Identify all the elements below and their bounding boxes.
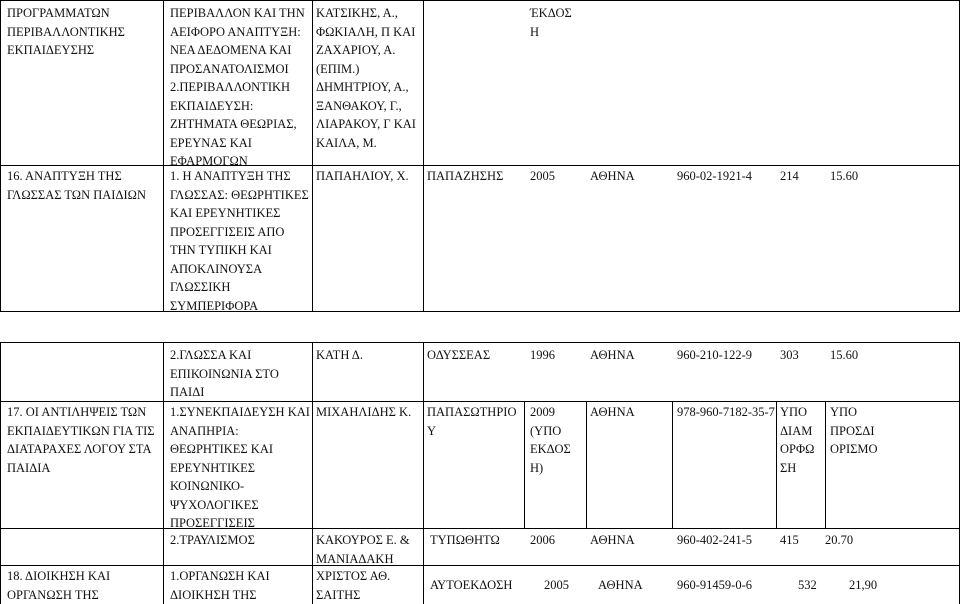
- city-cell: ΑΘΗΝΑ: [590, 348, 635, 362]
- year-cell: 2005: [544, 578, 569, 592]
- publisher-cell: ΑΥΤΟΕΚΔΟΣΗ: [430, 578, 513, 592]
- year-cell: 1996: [530, 348, 555, 362]
- book-title-cell: 1.ΟΡΓΑΝΩΣΗ ΚΑΙ ΔΙΟΙΚΗΣΗ ΤΗΣ: [170, 569, 270, 602]
- table-column-divider: [423, 342, 424, 604]
- city-cell: ΑΘΗΝΑ: [590, 405, 635, 419]
- isbn-cell: 960-91459-0-6: [677, 578, 752, 592]
- table-column-divider: [0, 342, 1, 604]
- book-title-cell: 2.ΓΛΩΣΣΑ ΚΑΙ ΕΠΙΚΟΙΝΩΝΙΑ ΣΤΟ ΠΑΙΔΙ: [170, 348, 279, 399]
- city-cell: ΑΘΗΝΑ: [590, 169, 635, 183]
- isbn-cell: 960-02-1921-4: [677, 169, 752, 183]
- table-border-top: [0, 0, 960, 1]
- publisher-cell: ΠΑΠΑΣΩΤΗΡΙΟ Υ: [427, 405, 517, 438]
- course-name-cell: 16. ΑΝΑΠΤΥΞΗ ΤΗΣ ΓΛΩΣΣΑΣ ΤΩΝ ΠΑΙΔΙΩΝ: [7, 169, 146, 202]
- price-cell: 20.70: [825, 533, 854, 547]
- price-cell: 15.60: [830, 169, 859, 183]
- course-name-cell: 18. ΔΙΟΙΚΗΣΗ ΚΑΙ ΟΡΓΑΝΩΣΗ ΤΗΣ: [7, 569, 111, 602]
- course-name-cell: ΠΡΟΓΡΑΜΜΑΤΩΝ ΠΕΡΙΒΑΛΛΟΝΤΙΚΗΣ ΕΚΠΑΙΔΕΥΣΗΣ: [7, 6, 125, 57]
- table-column-divider: [0, 0, 1, 311]
- pages-cell: 532: [798, 578, 817, 592]
- table-top-border: [0, 342, 960, 343]
- city-cell: ΑΘΗΝΑ: [598, 578, 643, 592]
- table-row-divider: [0, 165, 960, 166]
- isbn-cell: 960-210-122-9: [677, 348, 752, 362]
- price-cell: 21,90: [849, 578, 878, 592]
- pages-cell: 415: [780, 533, 799, 547]
- price-cell: ΥΠΟ ΠΡΟΣΔΙ ΟΡΙΣΜΟ: [830, 405, 878, 456]
- table-column-divider: [163, 0, 164, 311]
- author-cell: ΚΑΤΣΙΚΗΣ, Α., ΦΩΚΙΑΛΗ, Π ΚΑΙ ΖΑΧΑΡΙΟΥ, Α. (ΕΠΙΜ.) ΔΗΜΗΤΡΙΟΥ, Α., ΞΑΝΘΑΚΟΥ, Γ., ΛΙΑΡΑΚΟΥ, Γ ΚΑΙ ΚΑΙΛΑ, Μ.: [316, 6, 416, 150]
- table-column-divider: [312, 0, 313, 311]
- city-cell: ΑΘΗΝΑ: [590, 533, 635, 547]
- course-name-cell: 17. ΟΙ ΑΝΤΙΛΗΨΕΙΣ ΤΩΝ ΕΚΠΑΙΔΕΥΤΙΚΩΝ ΓΙΑ ΤΙΣ ΔΙΑΤΑΡΑΧΕΣ ΛΟΓΟΥ ΣΤΑ ΠΑΙΔΙΑ: [7, 405, 155, 475]
- book-title-cell: ΠΕΡΙΒΑΛΛΟΝ ΚΑΙ ΤΗΝ ΑΕΙΦΟΡΟ ΑΝΑΠΤΥΞΗ: ΝΕΑ ΔΕΔΟΜΕΝΑ ΚΑΙ ΠΡΟΣΑΝΑΤΟΛΙΣΜΟΙ 2.ΠΕΡΙΒΑΛΛΟΝΤΙΚΗ ΕΚΠΑΙΔΕΥΣΗ: ΖΗΤΗΜΑΤΑ ΘΕΩΡΙΑΣ, ΕΡΕΥΝΑΣ ΚΑΙ ΕΦΑΡΜΟΓΩΝ: [170, 6, 305, 168]
- year-cell: 2005: [530, 169, 555, 183]
- table-column-divider: [672, 401, 673, 528]
- table-bottom-border: [0, 311, 960, 312]
- table-column-divider: [825, 401, 826, 528]
- publisher-cell: ΟΔΥΣΣΕΑΣ: [427, 348, 491, 362]
- book-title-cell: 2.ΤΡΑΥΛΙΣΜΟΣ: [170, 533, 255, 547]
- book-title-cell: 1. Η ΑΝΑΠΤΥΞΗ ΤΗΣ ΓΛΩΣΣΑΣ: ΘΕΩΡΗΤΙΚΕΣ ΚΑΙ ΕΡΕΥΝΗΤΙΚΕΣ ΠΡΟΣΕΓΓΙΣΕΙΣ ΑΠΟ ΤΗΝ ΤΥΠΙΚΗ ΚΑΙ ΑΠΟΚΛΙΝΟΥΣΑ ΓΛΩΣΣΙΚΗ ΣΥΜΠΕΡΙΦΟΡΑ: [170, 169, 309, 313]
- author-cell: ΚΑΤΗ Δ.: [316, 348, 363, 362]
- table-column-divider: [312, 342, 313, 604]
- year-cell: 2006: [530, 533, 555, 547]
- table-row-divider: [0, 528, 960, 529]
- isbn-cell: 960-402-241-5: [677, 533, 752, 547]
- table-column-divider: [163, 342, 164, 604]
- pages-cell: 303: [780, 348, 799, 362]
- author-cell: ΠΑΠΑΗΛΙΟΥ, Χ.: [316, 169, 409, 183]
- table-row-divider: [0, 401, 960, 402]
- author-cell: ΧΡΙΣΤΟΣ ΑΘ. ΣΑΙΤΗΣ: [316, 569, 391, 602]
- pages-cell: 214: [780, 169, 799, 183]
- table-column-divider: [776, 401, 777, 528]
- isbn-cell: 978-960-7182-35-7: [677, 405, 775, 419]
- table-column-divider: [423, 0, 424, 311]
- publisher-cell: ΠΑΠΑΖΗΣΗΣ: [427, 169, 504, 183]
- author-cell: ΜΙΧΑΗΛΙΔΗΣ Κ.: [316, 405, 412, 419]
- publisher-cell: ΤΥΠΩΘΗΤΩ: [430, 533, 500, 547]
- publisher-cell: ΈΚΔΟΣ Η: [530, 6, 572, 39]
- price-cell: 15.60: [830, 348, 859, 362]
- book-title-cell: 1.ΣΥΝΕΚΠΑΙΔΕΥΣΗ ΚΑΙ ΑΝΑΠΗΡΙΑ: ΘΕΩΡΗΤΙΚΕΣ ΚΑΙ ΕΡΕΥΝΗΤΙΚΕΣ ΚΟΙΝΩΝΙΚΟ- ΨΥΧΟΛΟΓΙΚΕΣ ΠΡΟΣΕΓΓΙΣΕΙΣ: [170, 405, 310, 530]
- year-cell: 2009 (ΥΠΟ ΕΚΔΟΣ Η): [530, 405, 571, 475]
- author-cell: ΚΑΚΟΥΡΟΣ Ε. & ΜΑΝΙΑΔΑΚΗ: [316, 533, 410, 566]
- table-column-divider: [524, 401, 525, 528]
- table-row-divider: [0, 565, 960, 566]
- table-column-divider: [586, 401, 587, 528]
- pages-cell: ΥΠΟ ΔΙΑΜ ΟΡΦΩ ΣΗ: [780, 405, 815, 475]
